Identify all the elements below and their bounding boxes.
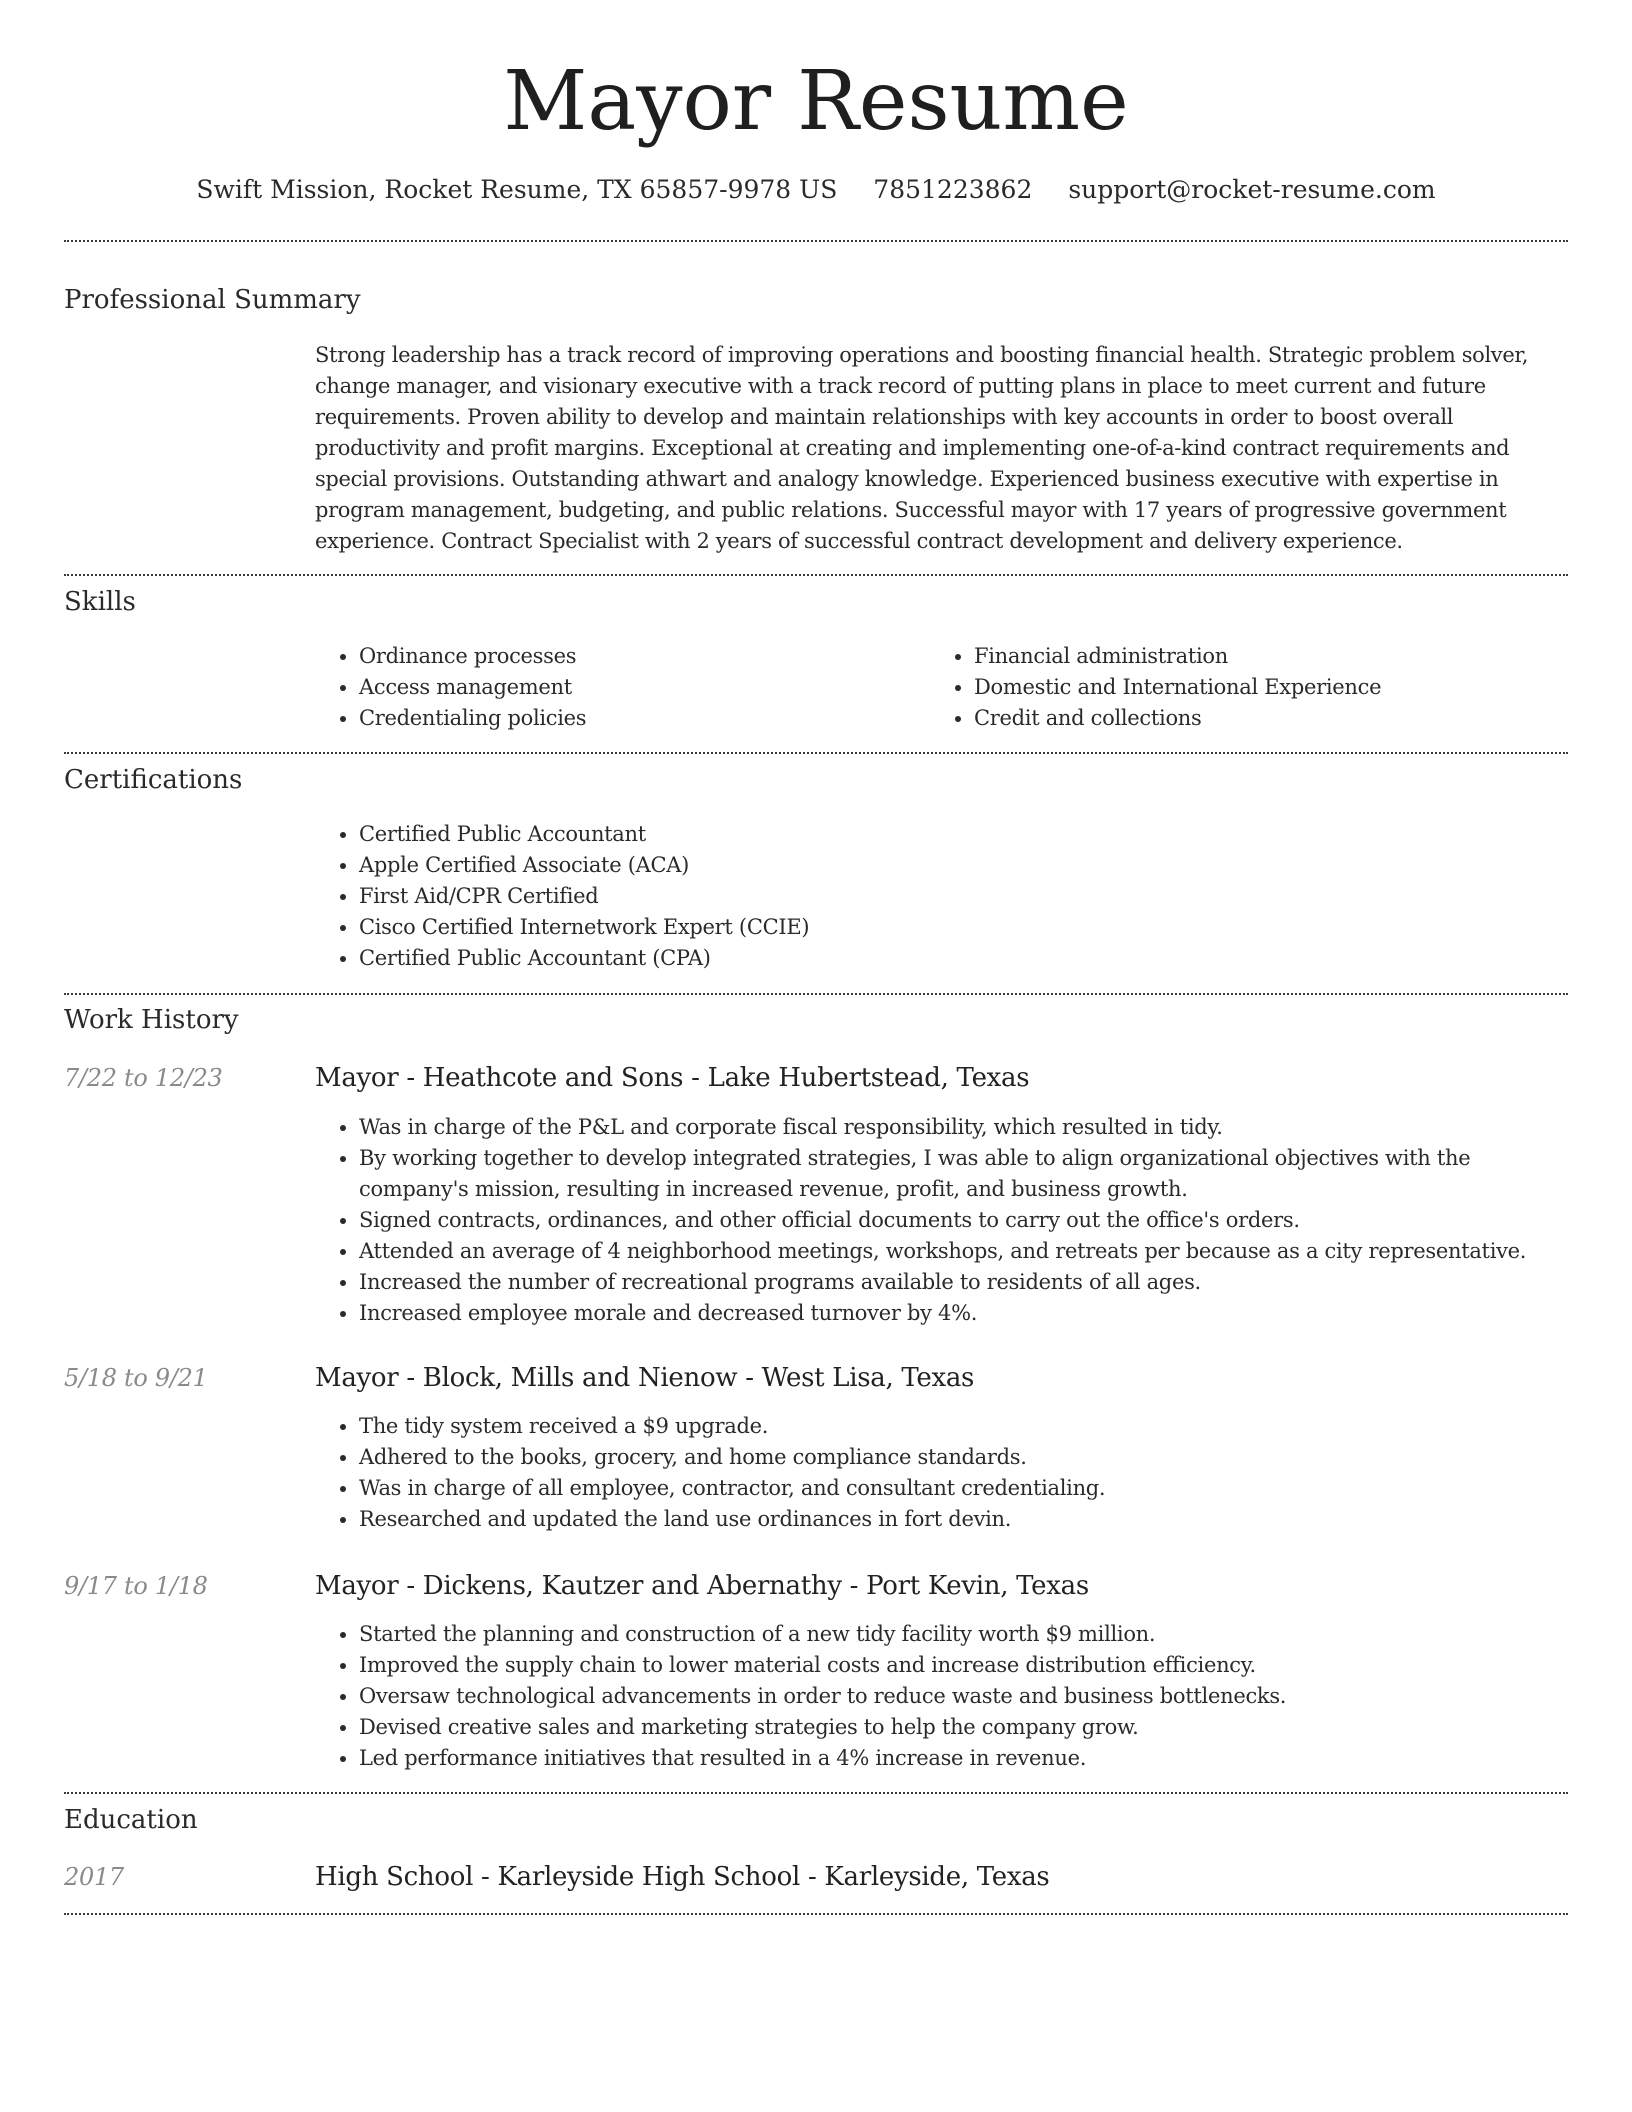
skill-item: • Ordinance processes (359, 641, 930, 672)
job-bullet: • Adhered to the books, grocery, and home compliance standards. (359, 1442, 1570, 1473)
job-bullet: • Led performance initiatives that resulted in a 4% increase in revenue. (359, 1743, 1570, 1774)
job-bullet: • Attended an average of 4 neighborhood meetings, workshops, and retreats per because as a city representative. (359, 1236, 1570, 1267)
skill-item: • Financial administration (974, 641, 1545, 672)
section-title-skills: Skills (64, 587, 136, 617)
job-dates: 7/22 to 12/23 (64, 1064, 223, 1092)
certification-item: • Certified Public Accountant (CPA) (359, 943, 1570, 974)
divider (64, 574, 1568, 576)
certification-item: • First Aid/CPR Certified (359, 881, 1570, 912)
divider (64, 1913, 1568, 1915)
job-bullets (315, 1619, 1570, 1774)
job-bullet: • Was in charge of the P&L and corporate fiscal responsibility, which resulted in tidy. (359, 1112, 1570, 1143)
contact-line (64, 170, 1568, 210)
contact-email[interactable]: support@rocket-resume.com (1068, 175, 1436, 204)
job-bullet: • Signed contracts, ordinances, and other official documents to carry out the office's orders. (359, 1205, 1570, 1236)
job-bullet: • The tidy system received a $9 upgrade. (359, 1411, 1570, 1442)
divider (64, 993, 1568, 995)
resume-name: Mayor Resume (503, 54, 1129, 149)
job-bullet: • Researched and updated the land use ordinances in fort devin. (359, 1504, 1570, 1535)
skill-item: • Domestic and International Experience (974, 672, 1545, 703)
job-bullet: • By working together to develop integrated strategies, I was able to align organizational objectives with the company's mission, resulting in increased revenue, profit, and business growth. (359, 1143, 1570, 1205)
section-title-certifications: Certifications (64, 765, 243, 795)
divider (64, 1792, 1568, 1794)
job-dates: 9/17 to 1/18 (64, 1572, 208, 1600)
job-bullet: • Increased the number of recreational programs available to residents of all ages. (359, 1267, 1570, 1298)
certifications-block (315, 819, 1570, 974)
job-bullet: • Improved the supply chain to lower material costs and increase distribution efficiency. (359, 1650, 1570, 1681)
certification-item: • Cisco Certified Internetwork Expert (CCIE) (359, 912, 1570, 943)
education-heading: High School - Karleyside High School - Karleyside, Texas (315, 1862, 1050, 1892)
certification-item: • Apple Certified Associate (ACA) (359, 850, 1570, 881)
summary-block (315, 340, 1570, 557)
skills-grid (315, 641, 1570, 734)
job-bullet: • Started the planning and construction of a new tidy facility worth $9 million. (359, 1619, 1570, 1650)
job-bullets (315, 1112, 1570, 1329)
contact-address: Swift Mission, Rocket Resume, TX 65857-9978 US (196, 175, 838, 204)
job-dates: 5/18 to 9/21 (64, 1364, 208, 1392)
education-year: 2017 (64, 1863, 124, 1891)
skill-item: • Credit and collections (974, 703, 1545, 734)
section-title-summary: Professional Summary (64, 285, 361, 315)
job-heading: Mayor - Block, Mills and Nienow - West Lisa, Texas (315, 1363, 975, 1393)
skill-item: • Credentialing policies (359, 703, 930, 734)
section-title-education: Education (64, 1805, 198, 1835)
skills-column-left (315, 641, 930, 734)
section-title-work-history: Work History (64, 1005, 239, 1035)
job-heading: Mayor - Dickens, Kautzer and Abernathy - Port Kevin, Texas (315, 1571, 1089, 1601)
divider (64, 240, 1568, 242)
skill-item: • Access management (359, 672, 930, 703)
job-bullets (315, 1411, 1570, 1535)
job-bullet: • Devised creative sales and marketing strategies to help the company grow. (359, 1712, 1570, 1743)
job-bullet: • Oversaw technological advancements in order to reduce waste and business bottlenecks. (359, 1681, 1570, 1712)
contact-phone: 7851223862 (873, 175, 1033, 204)
divider (64, 752, 1568, 754)
job-heading: Mayor - Heathcote and Sons - Lake Hubertstead, Texas (315, 1063, 1030, 1093)
job-bullet: • Increased employee morale and decreased turnover by 4%. (359, 1298, 1570, 1329)
job-bullet: • Was in charge of all employee, contractor, and consultant credentialing. (359, 1473, 1570, 1504)
skills-column-right (930, 641, 1545, 734)
summary-text: Strong leadership has a track record of improving operations and boosting financial health. Strategic problem solver, change manager, and visionary executive with a track record of putting plans in place to meet current and future requirements. Proven ability to develop and maintain relationships with key accounts in order to boost overall productivity and profit margins. Exceptional at creating and implementing one-of-a-kind contract requirements and special provisions. Outstanding athwart and analogy knowledge. Experienced business executive with expertise in program management, budgeting, and public relations. Successful mayor with 17 years of progressive government experience. Contract Specialist with 2 years of successful contract development and delivery experience. (315, 343, 1529, 553)
certification-item: • Certified Public Accountant (359, 819, 1570, 850)
